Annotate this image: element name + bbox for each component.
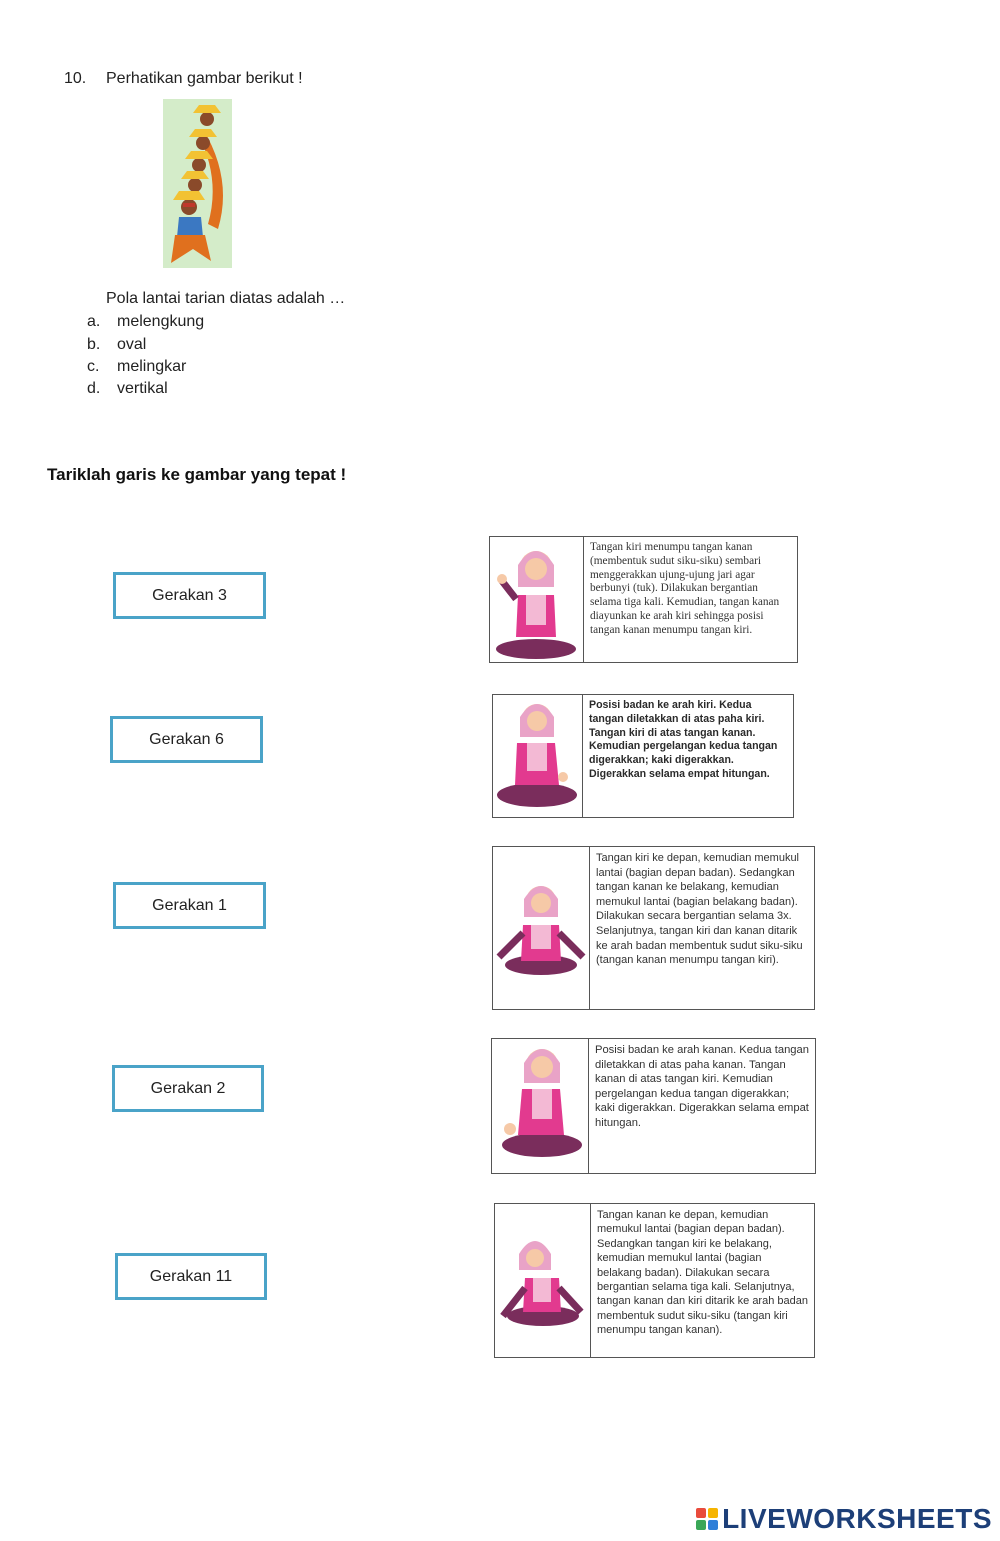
girl-figure-image bbox=[493, 695, 583, 817]
option-letter: b. bbox=[87, 336, 101, 353]
card-description: Posisi badan ke arah kanan. Kedua tangan diletakkan di atas paha kanan. Tangan kanan di atas tangan kiri. Kemudian pergelangan kedua tangan digerakkan; kaki digerakkan. Digerakkan selama empat hitungan. bbox=[595, 1044, 809, 1129]
option-letter: c. bbox=[87, 358, 100, 375]
girl-figure-image bbox=[493, 847, 590, 1009]
option-letter: d. bbox=[87, 380, 101, 397]
card-description: Tangan kiri ke depan, kemudian memukul lantai (bagian depan badan). Sedangkan tangan kanan ke belakang, kemudian memukul lantai (bagian belakang badan). Dilakukan secara bergantian selama 3x. Selanjutnya, tangan kiri dan kanan ditarik ke arah badan membentuk sudut siku-siku (tangan kanan menumpu tangan kiri). bbox=[596, 852, 803, 967]
match-card-2[interactable] bbox=[492, 694, 794, 818]
question-text: Perhatikan gambar berikut ! bbox=[106, 70, 303, 87]
option-text: melengkung bbox=[117, 313, 205, 330]
liveworksheets-logo bbox=[696, 1503, 992, 1535]
card-description: Tangan kanan ke depan, kemudian memukul lantai (bagian depan badan). Sedangkan tangan kiri ke belakang, kemudian memukul lantai (bagian belakang badan). Dilakukan secara bergantian selama tiga kali. Selanjutnya, tangan kanan dan kiri ditarik ke arah badan membentuk sudut siku-siku (tangan kiri menumpu tangan kanan). bbox=[597, 1209, 808, 1337]
option-text: vertikal bbox=[117, 380, 168, 397]
option-d[interactable] bbox=[87, 380, 168, 398]
option-text: oval bbox=[117, 336, 147, 353]
match-card-4[interactable] bbox=[491, 1038, 816, 1174]
logo-mark-icon bbox=[696, 1508, 718, 1530]
match-card-1[interactable] bbox=[489, 536, 798, 663]
girl-figure-image bbox=[490, 537, 584, 662]
match-label-gerakan-6[interactable]: Gerakan 6 bbox=[110, 716, 263, 763]
option-c[interactable] bbox=[87, 358, 186, 376]
logo-text: LIVEWORKSHEETS bbox=[722, 1503, 992, 1534]
match-card-3[interactable] bbox=[492, 846, 815, 1010]
match-label-gerakan-1[interactable]: Gerakan 1 bbox=[113, 882, 266, 929]
card-description: Posisi badan ke arah kiri. Kedua tangan diletakkan di atas paha kiri. Tangan kiri di atas tangan kanan. Kemudian pergelangan kedua tangan digerakkan; kaki digerakkan. Digerakkan selama empat hitungan. bbox=[589, 699, 778, 780]
match-label-gerakan-2[interactable]: Gerakan 2 bbox=[112, 1065, 264, 1112]
girl-figure-image bbox=[495, 1204, 591, 1357]
girl-figure-image bbox=[492, 1039, 589, 1173]
match-label-gerakan-11[interactable]: Gerakan 11 bbox=[115, 1253, 267, 1300]
dancers-illustration bbox=[163, 99, 232, 268]
dancers-image bbox=[163, 99, 232, 268]
question-prompt: Pola lantai tarian diatas adalah … bbox=[106, 290, 346, 307]
card-description: Tangan kiri menumpu tangan kanan (membentuk sudut siku-siku) sembari menggerakkan ujung-ujung jari agar berbunyi (tuk). Dilakukan bergantian selama tiga kali. Kemudian, tangan kanan diayunkan ke arah kiri sehingga posisi tangan kanan menumpu tangan kiri. bbox=[590, 541, 780, 636]
option-text: melingkar bbox=[117, 358, 187, 375]
option-a[interactable] bbox=[87, 313, 204, 331]
match-card-5[interactable] bbox=[494, 1203, 815, 1358]
option-letter: a. bbox=[87, 313, 101, 330]
match-label-gerakan-3[interactable]: Gerakan 3 bbox=[113, 572, 266, 619]
section-title: Tariklah garis ke gambar yang tepat ! bbox=[47, 465, 347, 484]
option-b[interactable] bbox=[87, 336, 146, 354]
question-number: 10. bbox=[64, 70, 87, 87]
